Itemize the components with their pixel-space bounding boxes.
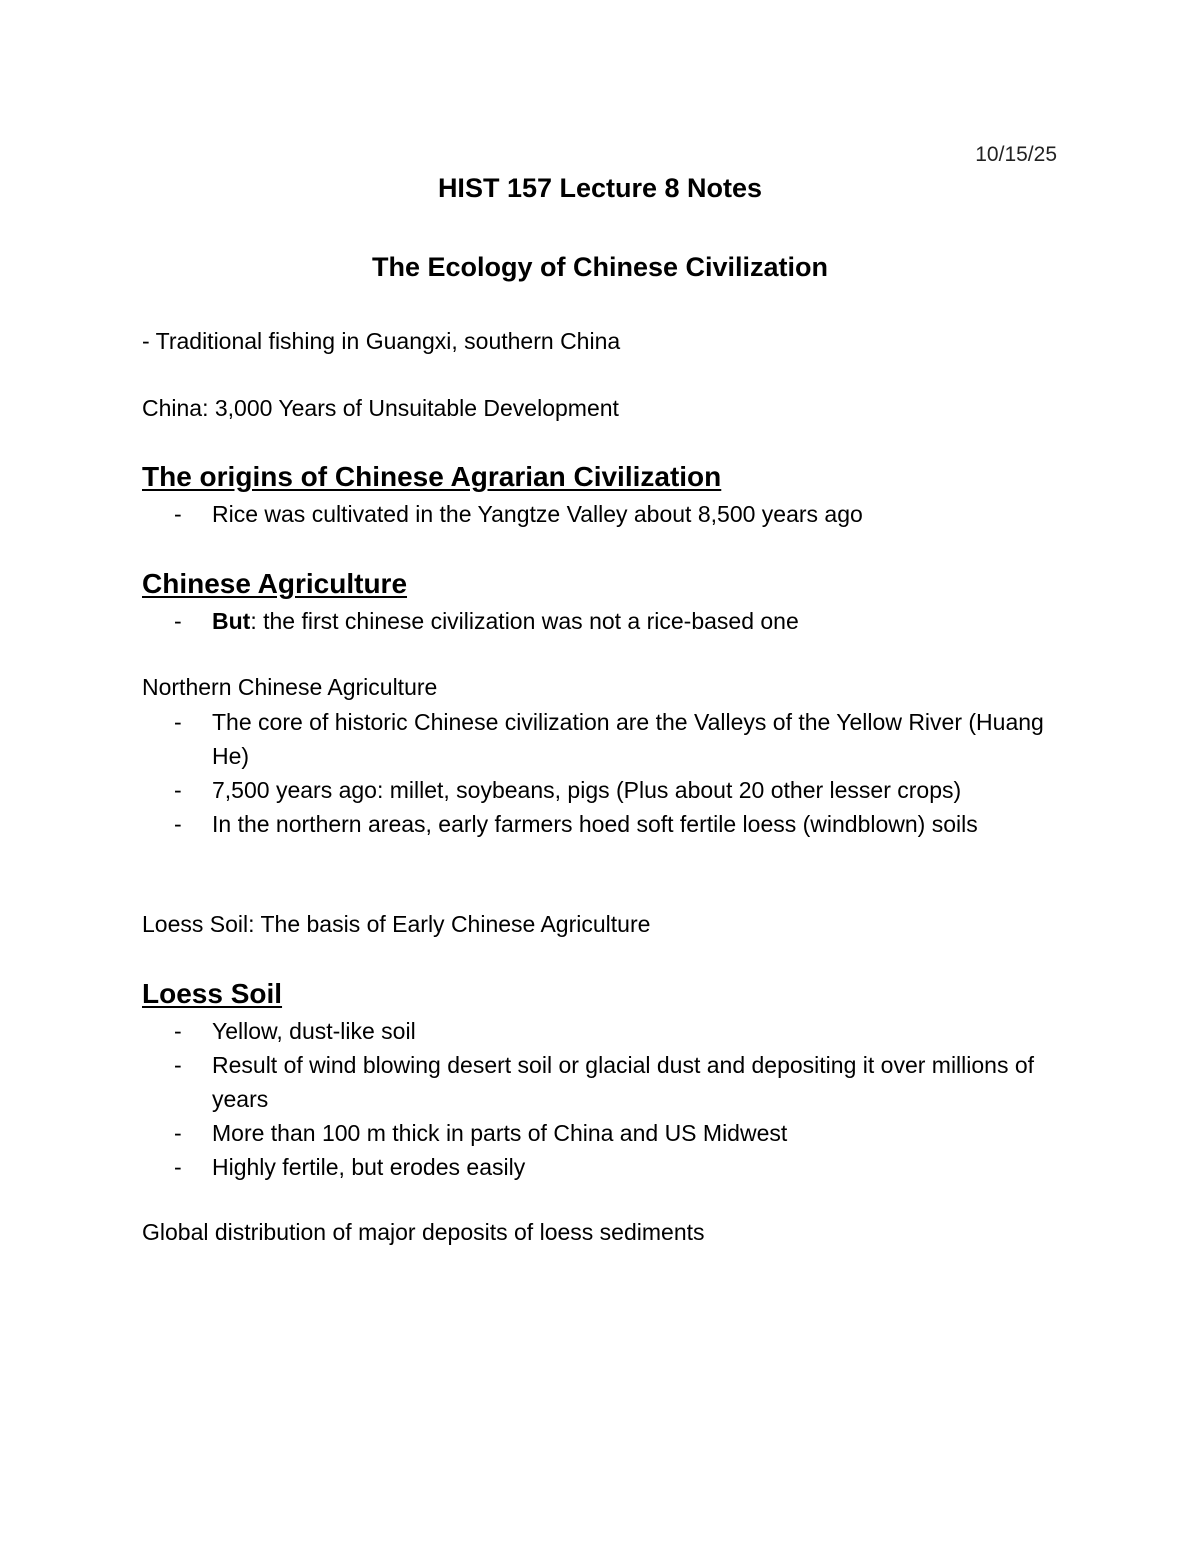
- list-item-text: Result of wind blowing desert soil or glacial dust and depositing it over millions of years: [212, 1052, 1035, 1112]
- china-development-note: China: 3,000 Years of Unsuitable Development: [142, 395, 619, 421]
- origins-list: [142, 497, 1062, 531]
- northern-list: [142, 705, 1062, 841]
- fishing-note: - Traditional fishing in Guangxi, southern China: [142, 328, 621, 354]
- document-title: HIST 157 Lecture 8 Notes: [437, 173, 763, 203]
- list-item-text: : the first chinese civilization was not a rice-based one: [250, 608, 799, 634]
- bullet-dash: -: [174, 501, 182, 527]
- emphasis-text: But: [212, 608, 251, 634]
- bullet-dash: -: [174, 709, 182, 735]
- bullet-dash: -: [174, 1052, 182, 1078]
- loess-list: [142, 1014, 1062, 1184]
- list-item: [142, 773, 1062, 807]
- bullet-dash: -: [174, 1018, 182, 1044]
- list-item: [142, 1116, 1062, 1150]
- list-item: [142, 1048, 1062, 1116]
- list-item-text: 7,500 years ago: millet, soybeans, pigs (Plus about 20 other lesser crops): [212, 777, 962, 803]
- bullet-dash: -: [174, 777, 182, 803]
- date-stamp: 10/15/25: [975, 143, 1057, 166]
- bullet-dash: -: [174, 608, 182, 634]
- loess-heading: Loess Soil: [142, 978, 283, 1009]
- agriculture-list: [142, 604, 1062, 638]
- bullet-dash: -: [174, 1154, 182, 1180]
- list-item-text: Yellow, dust-like soil: [212, 1018, 416, 1044]
- list-item: [142, 705, 1062, 773]
- list-item: [142, 604, 1062, 638]
- list-item-text: Rice was cultivated in the Yangtze Valley about 8,500 years ago: [212, 501, 863, 527]
- agriculture-heading: Chinese Agriculture: [142, 568, 408, 599]
- document-subtitle: The Ecology of Chinese Civilization: [371, 252, 829, 282]
- list-item: [142, 1150, 1062, 1184]
- list-item: [142, 497, 1062, 531]
- list-item-text: The core of historic Chinese civilization are the Valleys of the Yellow River (Huang He): [212, 709, 1044, 769]
- list-item: [142, 807, 1062, 841]
- list-item-text: Highly fertile, but erodes easily: [212, 1154, 526, 1180]
- global-distribution-note: Global distribution of major deposits of loess sediments: [142, 1219, 705, 1245]
- list-item: [142, 1014, 1062, 1048]
- northern-agriculture-label: Northern Chinese Agriculture: [142, 674, 438, 700]
- bullet-dash: -: [174, 1120, 182, 1146]
- list-item-text: In the northern areas, early farmers hoed soft fertile loess (windblown) soils: [212, 811, 978, 837]
- list-item-text: More than 100 m thick in parts of China and US Midwest: [212, 1120, 788, 1146]
- loess-basis-note: Loess Soil: The basis of Early Chinese Agriculture: [142, 911, 651, 937]
- origins-heading: The origins of Chinese Agrarian Civilization: [142, 461, 722, 492]
- bullet-dash: -: [174, 811, 182, 837]
